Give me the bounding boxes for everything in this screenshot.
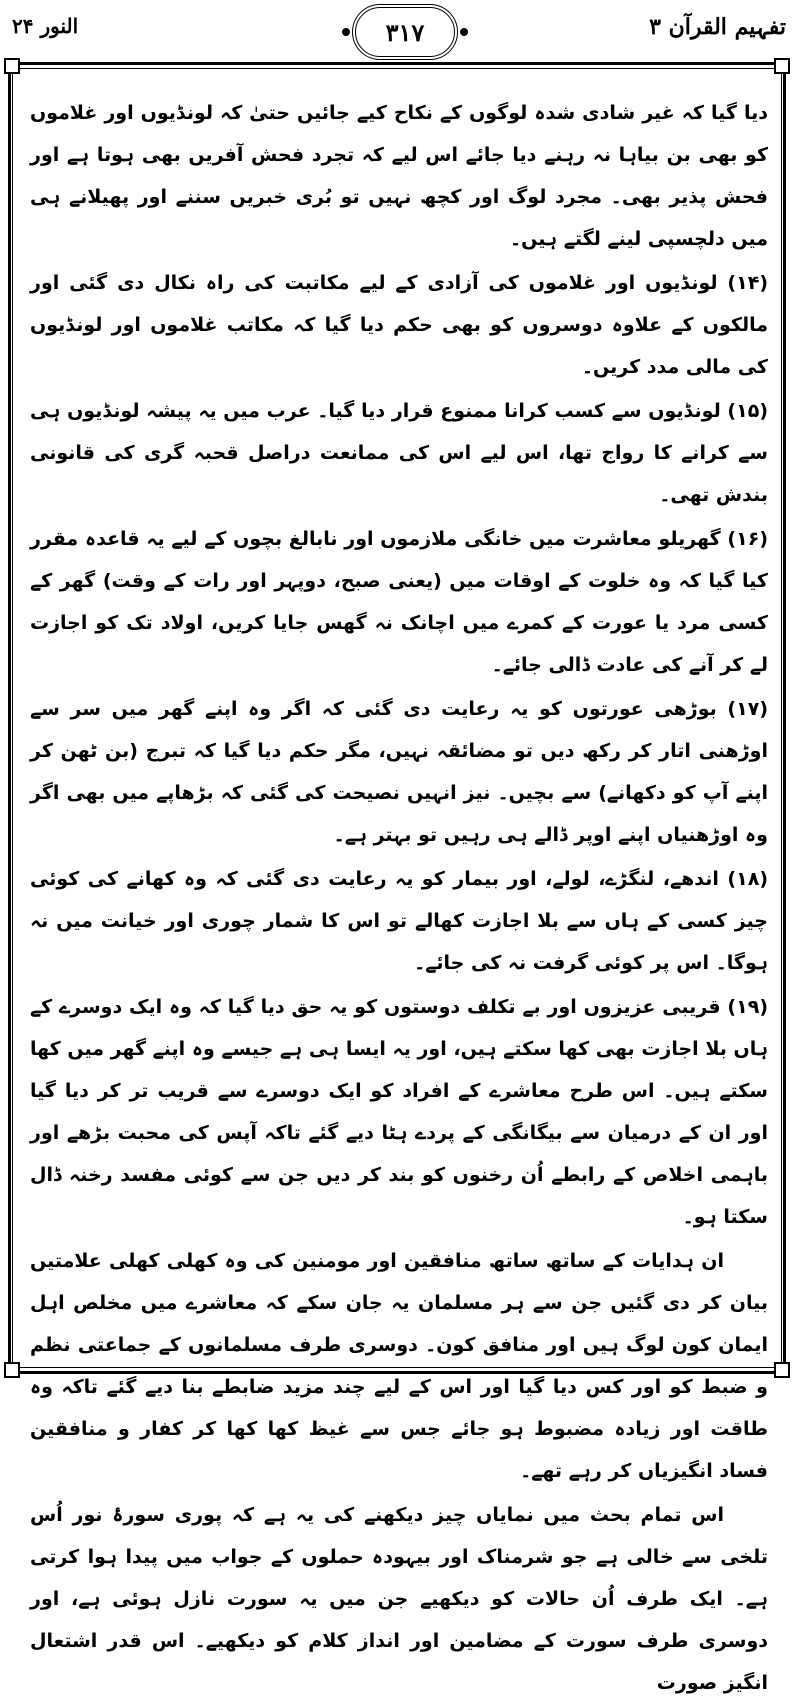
book-title: تفہیم القرآن ۳ bbox=[649, 14, 786, 40]
page-number: ۳۱۷ bbox=[352, 4, 458, 60]
paragraph-item-17: (۱۷) بوڑھی عورتوں کو یہ رعایت دی گئی کہ اگر وہ اپنے گھر میں سر سے اوڑھنی اتار کر رکھ دیں تو مضائقہ نہیں، مگر حکم دیا گیا کہ تبرج (بن ٹھن کر اپنے آپ کو دکھانے) سے بچیں۔ نیز انہیں نصیحت کی گئی کہ بڑھاپے میں بھی اگر وہ اوڑھنیاں اپنے اوپر ڈالے ہی رہیں تو بہتر ہے۔ bbox=[30, 698, 768, 846]
paragraph-item-18: (۱۸) اندھے، لنگڑے، لولے، اور بیمار کو یہ رعایت دی گئی کہ وہ کھانے کی کوئی چیز کسی کے ہاں سے بلا اجازت کھالے تو اس کا شمار چوری اور خیانت میں نہ ہوگا۔ اس پر کوئی گرفت نہ کی جائے۔ bbox=[30, 868, 768, 974]
paragraph-item-15: (۱۵) لونڈیوں سے کسب کرانا ممنوع قرار دیا گیا۔ عرب میں یہ پیشہ لونڈیوں ہی سے کرانے کا رواج تھا، اس لیے اس کی ممانعت دراصل قحبہ گری کی قانونی بندش تھی۔ bbox=[30, 400, 768, 506]
page-header bbox=[0, 0, 800, 60]
border-corner-ornament bbox=[4, 1362, 20, 1378]
paragraph-conclusion: اس تمام بحث میں نمایاں چیز دیکھنے کی یہ ہے کہ پوری سورۂ نور اُس تلخی سے خالی ہے جو شرمناک اور بیہودہ حملوں کے جواب میں پیدا ہوا کرتی ہے۔ ایک طرف اُن حالات کو دیکھیے جن میں یہ سورت نازل ہوئی ہے، اور دوسری طرف سورت کے مضامین اور انداز کلام کو دیکھیے۔ اس قدر اشتعال انگیز صورت bbox=[30, 1504, 768, 1694]
border-corner-ornament bbox=[774, 58, 790, 74]
body-text bbox=[30, 92, 768, 1694]
paragraph-item-14: (۱۴) لونڈیوں اور غلاموں کی آزادی کے لیے مکاتبت کی راہ نکال دی گئی اور مالکوں کے علاوہ دوسروں کو بھی حکم دیا گیا کہ مکاتب غلاموں اور لونڈیوں کی مالی مدد کریں۔ bbox=[30, 272, 768, 378]
border-corner-ornament bbox=[774, 1362, 790, 1378]
paragraph-item-19: (۱۹) قریبی عزیزوں اور بے تکلف دوستوں کو یہ حق دیا گیا کہ وہ ایک دوسرے کے ہاں بلا اجازت بھی کھا سکتے ہیں، اور یہ ایسا ہی ہے جیسے وہ اپنے گھر میں کھا سکتے ہیں۔ اس طرح معاشرے کے افراد کو ایک دوسرے سے قریب تر کر دیا گیا اور ان کے درمیان سے بیگانگی کے پردے ہٹا دیے گئے تاکہ آپس کی محبت بڑھے اور باہمی اخلاص کے رابطے اُن رخنوں کو بند کر دیں جن سے کوئی مفسد رخنہ ڈال سکتا ہو۔ bbox=[30, 996, 768, 1228]
border-corner-ornament bbox=[4, 58, 20, 74]
paragraph-item-16: (۱۶) گھریلو معاشرت میں خانگی ملازموں اور نابالغ بچوں کے لیے یہ قاعدہ مقرر کیا گیا کہ وہ خلوت کے اوقات میں (یعنی صبح، دوپہر اور رات کے وقت) گھر کے کسی مرد یا عورت کے کمرے میں اچانک نہ گھس جایا کریں، اولاد تک کو اجازت لے کر آنے کی عادت ڈالی جائے۔ bbox=[30, 528, 768, 676]
paragraph-hypocrites: ان ہدایات کے ساتھ ساتھ منافقین اور مومنین کی وہ کھلی کھلی علامتیں بیان کر دی گئیں جن سے ہر مسلمان یہ جان سکے کہ معاشرے میں مخلص اہل ایمان کون لوگ ہیں اور منافق کون۔ دوسری طرف مسلمانوں کے جماعتی نظم و ضبط کو اور کس دیا گیا اور اس کے لیے چند مزید ضابطے بنا دیے گئے تاکہ وہ طاقت اور زیادہ مضبوط ہو جائے جس سے غیظ کھا کھا کر کفار و منافقین فساد انگیزیاں کر رہے تھے۔ bbox=[30, 1250, 768, 1482]
paragraph-continuation: دیا گیا کہ غیر شادی شدہ لوگوں کے نکاح کیے جائیں حتیٰ کہ لونڈیوں اور غلاموں کو بھی بن بیاہا نہ رہنے دیا جائے اس لیے کہ تجرد فحش آفریں بھی ہوتا ہے اور فحش پذیر بھی۔ مجرد لوگ اور کچھ نہیں تو بُری خبریں سننے اور پھیلانے ہی میں دلچسپی لینے لگتے ہیں۔ bbox=[30, 102, 768, 250]
surah-reference: النور ۲۴ bbox=[12, 14, 79, 38]
